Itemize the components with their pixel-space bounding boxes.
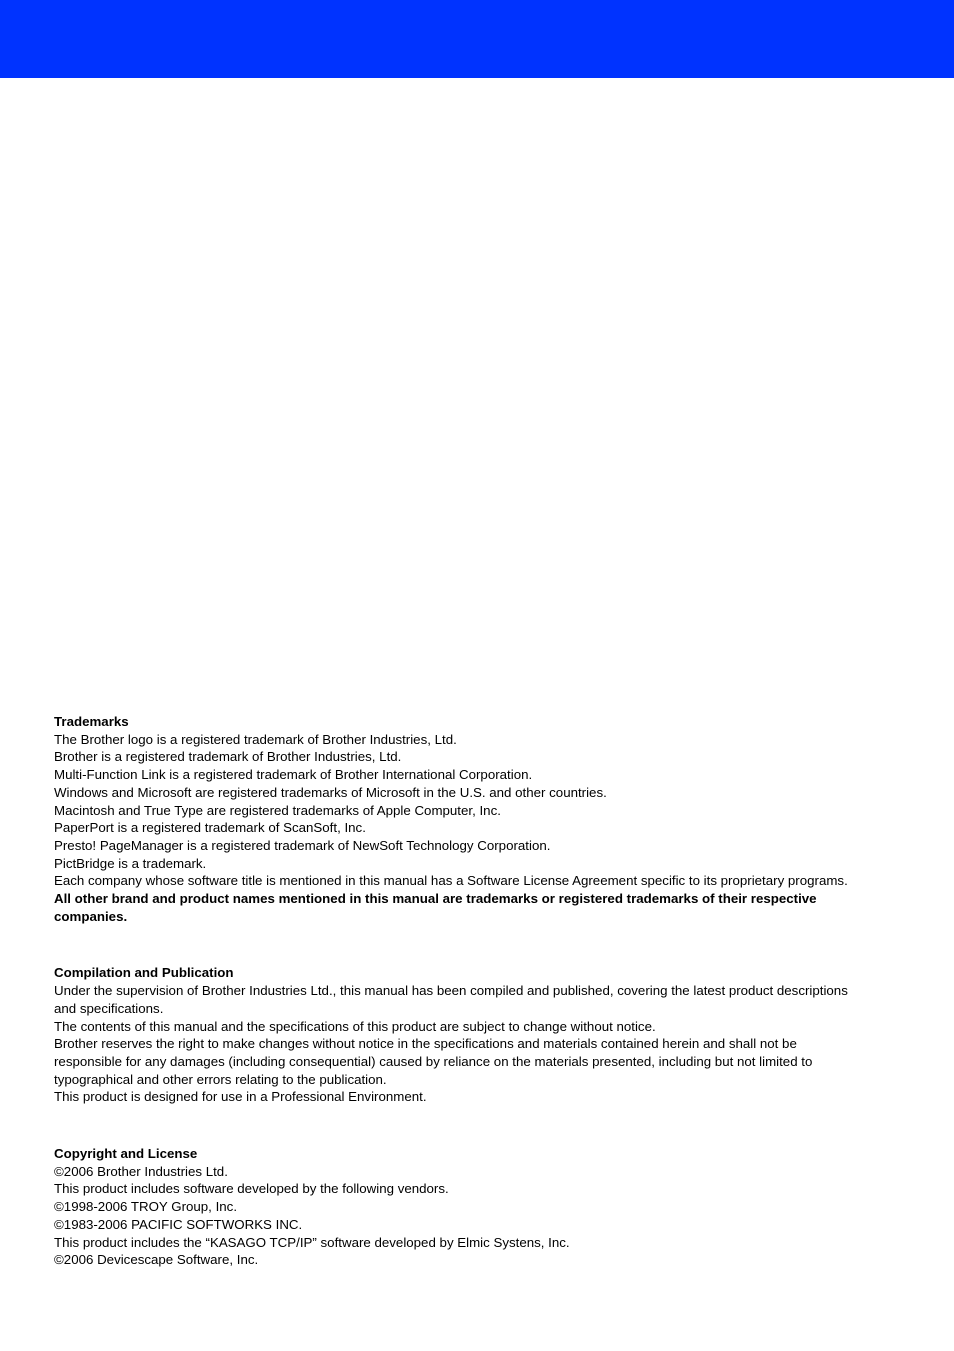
trademark-line: Each company whose software title is mentioned in this manual has a Software License Agreement specific to its proprietary programs. <box>54 873 848 889</box>
trademarks-heading: Trademarks <box>54 714 129 729</box>
copyright-section <box>54 1145 854 1269</box>
trademark-line: Presto! PageManager is a registered trademark of NewSoft Technology Corporation. <box>54 837 551 853</box>
copyright-line: ©1983-2006 PACIFIC SOFTWORKS INC. <box>54 1216 303 1232</box>
trademark-line: The Brother logo is a registered trademark of Brother Industries, Ltd. <box>54 731 457 747</box>
compilation-line: Brother reserves the right to make changes without notice in the specifications and materials contained herein and shall not be responsible for any damages (including consequential) caused by reliance on the materials presented, including but not limited to typographical and other errors relating to the publication. <box>54 1036 813 1087</box>
trademark-line: Multi-Function Link is a registered trademark of Brother International Corporation. <box>54 767 533 783</box>
copyright-heading: Copyright and License <box>54 1146 198 1162</box>
compilation-heading: Compilation and Publication <box>54 965 234 981</box>
compilation-line: This product is designed for use in a Professional Environment. <box>54 1089 427 1105</box>
legal-notices <box>54 713 854 1269</box>
compilation-line: Under the supervision of Brother Industries Ltd., this manual has been compiled and published, covering the latest product descriptions and specifications. <box>54 983 848 1016</box>
compilation-line: The contents of this manual and the specifications of this product are subject to change without notice. <box>54 1018 656 1034</box>
trademark-line: PaperPort is a registered trademark of ScanSoft, Inc. <box>54 820 366 836</box>
copyright-line: This product includes the “KASAGO TCP/IP” software developed by Elmic Systens, Inc. <box>54 1234 570 1250</box>
trademark-line: Brother is a registered trademark of Brother Industries, Ltd. <box>54 749 402 765</box>
copyright-line: ©1998-2006 TROY Group, Inc. <box>54 1199 238 1215</box>
compilation-section <box>54 964 854 1106</box>
trademarks-section <box>54 713 854 925</box>
trademark-line: Macintosh and True Type are registered trademarks of Apple Computer, Inc. <box>54 802 501 818</box>
copyright-line: ©2006 Devicescape Software, Inc. <box>54 1252 259 1268</box>
trademark-line: Windows and Microsoft are registered trademarks of Microsoft in the U.S. and other countries. <box>54 784 607 800</box>
trademark-line: PictBridge is a trademark. <box>54 855 207 871</box>
header-band <box>0 0 954 78</box>
copyright-line: ©2006 Brother Industries Ltd. <box>54 1163 228 1179</box>
trademarks-bold-statement: All other brand and product names mentioned in this manual are trademarks or registered trademarks of their respective companies. <box>54 891 817 924</box>
copyright-line: This product includes software developed by the following vendors. <box>54 1181 449 1197</box>
